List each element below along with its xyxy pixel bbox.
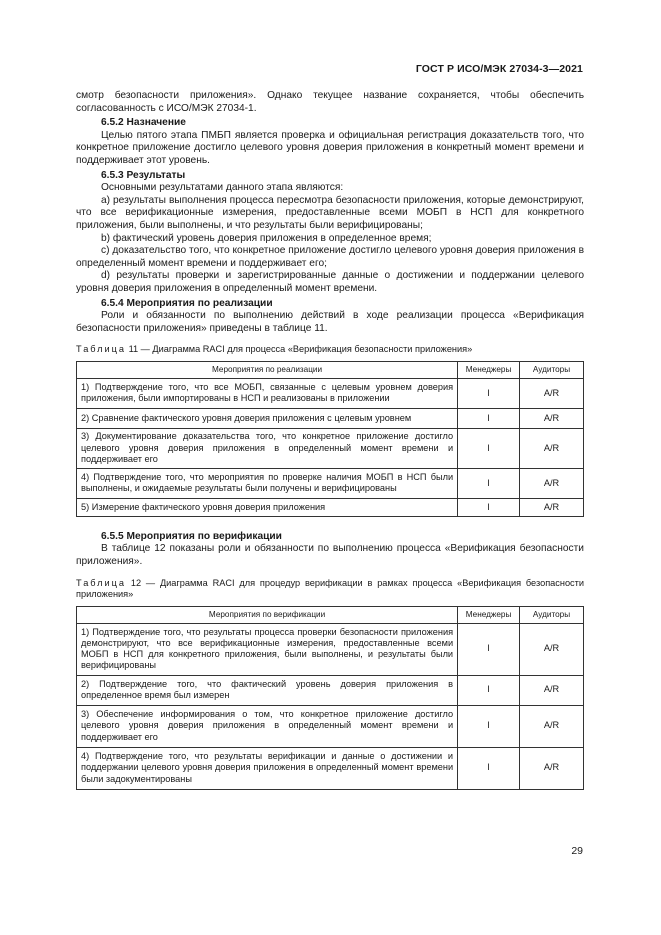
auditors-cell: A/R (520, 378, 584, 408)
managers-cell: I (458, 747, 520, 789)
table-header-row (77, 361, 584, 378)
table-row (77, 705, 584, 747)
paragraph: Целью пятого этапа ПМБП является проверка и официальная регистрация доказательств того, что конкретное приложение достигло целевого уровня доверия приложения в конкретный момент времени и поддерживает этот уровень. (76, 129, 584, 166)
list-item: с) доказательство того, что конкретное приложение достигло целевого уровня доверия приложения в определенный момент времени и поддерживает его; (76, 245, 584, 269)
managers-cell: I (458, 468, 520, 498)
column-header: Мероприятия по верификации (77, 606, 458, 623)
column-header: Менеджеры (458, 361, 520, 378)
section-heading-6-5-3: 6.5.3 Результаты (101, 169, 186, 181)
managers-cell: I (458, 428, 520, 468)
column-header: Мероприятия по реализации (77, 361, 458, 378)
table-row (77, 675, 584, 705)
table-row (77, 408, 584, 428)
auditors-cell: A/R (520, 675, 584, 705)
managers-cell: I (458, 623, 520, 675)
managers-cell: I (458, 705, 520, 747)
raci-table-12 (76, 606, 584, 790)
paragraph: Основными результатами данного этапа являются: (101, 182, 344, 194)
managers-cell: I (458, 378, 520, 408)
table-row (77, 498, 584, 516)
auditors-cell: A/R (520, 705, 584, 747)
caption-text: 11 — Диаграмма RACI для процесса «Верификация безопасности приложения» (128, 344, 473, 355)
activity-cell: 1) Подтверждение того, что все МОБП, связанные с целевым уровнем доверия приложения, были импортированы в НСП и реализованы в приложении (77, 378, 458, 408)
table-row (77, 623, 584, 675)
auditors-cell: A/R (520, 498, 584, 516)
column-header: Аудиторы (520, 606, 584, 623)
document-header: ГОСТ Р ИСО/МЭК 27034-3—2021 (415, 63, 583, 75)
table-row (77, 747, 584, 789)
managers-cell: I (458, 498, 520, 516)
section-heading-6-5-4: 6.5.4 Мероприятия по реализации (101, 297, 273, 309)
activity-cell: 2) Подтверждение того, что фактический уровень доверия приложения в определенное время был измерен (77, 675, 458, 705)
table-row (77, 428, 584, 468)
activity-cell: 4) Подтверждение того, что результаты верификации и данные о достижении и поддержании целевого уровня доверия приложения в определенный момент времени были задокументированы (77, 747, 458, 789)
column-header: Менеджеры (458, 606, 520, 623)
table-row (77, 378, 584, 408)
activity-cell: 3) Обеспечение информирования о том, что конкретное приложение достигло целевого уровня доверия приложения в определенный момент времени и поддерживает его (77, 705, 458, 747)
raci-table-11 (76, 361, 584, 517)
auditors-cell: A/R (520, 468, 584, 498)
auditors-cell: A/R (520, 408, 584, 428)
table-header-row (77, 606, 584, 623)
body-text (76, 90, 584, 790)
caption-label: Таблица (76, 577, 127, 588)
managers-cell: I (458, 675, 520, 705)
column-header: Аудиторы (520, 361, 584, 378)
activity-cell: 4) Подтверждение того, что мероприятия по проверке наличия МОБП в НСП были выполнены, и ожидаемые результаты были получены и верифицированы (77, 468, 458, 498)
section-heading-6-5-5: 6.5.5 Мероприятия по верификации (101, 530, 282, 542)
auditors-cell: A/R (520, 428, 584, 468)
paragraph: В таблице 12 показаны роли и обязанности по выполнению процесса «Верификация безопасности приложения». (76, 543, 584, 567)
page-number: 29 (571, 845, 583, 857)
table-caption (76, 578, 584, 601)
list-item: b) фактический уровень доверия приложения в определенное время; (101, 232, 432, 244)
caption-label: Таблица (76, 344, 127, 355)
caption-text: 12 — Диаграмма RACI для процедур верификации в рамках процесса «Верификация безопасности приложения» (76, 577, 584, 600)
activity-cell: 3) Документирование доказательства того, что конкретное приложение достигло целевого уровня доверия приложения в определенный момент времени и поддерживает его (77, 428, 458, 468)
auditors-cell: A/R (520, 623, 584, 675)
managers-cell: I (458, 408, 520, 428)
table-row (77, 468, 584, 498)
list-item: а) результаты выполнения процесса пересмотра безопасности приложения, которые демонстрируют, что все верификационные измерения, предоставленные всеми МОБП в НСП для конкретного приложения, были выполнены, и что результаты были верифицированы; (76, 194, 584, 231)
activity-cell: 2) Сравнение фактического уровня доверия приложения с целевым уровнем (77, 408, 458, 428)
table-caption (76, 344, 584, 356)
paragraph: Роли и обязанности по выполнению действий в ходе реализации процесса «Верификация безопасности приложения» приведены в таблице 11. (76, 310, 584, 334)
section-heading-6-5-2: 6.5.2 Назначение (101, 117, 186, 129)
paragraph: смотр безопасности приложения». Однако текущее название сохраняется, чтобы обеспечить согласованность с ИСО/МЭК 27034-1. (76, 90, 584, 114)
activity-cell: 5) Измерение фактического уровня доверия приложения (77, 498, 458, 516)
auditors-cell: A/R (520, 747, 584, 789)
activity-cell: 1) Подтверждение того, что результаты процесса проверки безопасности приложения демонстрируют, что все верификационные измерения, предоставленные всеми МОБП в НСП для конкретного приложения, были выполнены, и результаты были верифицированы (77, 623, 458, 675)
list-item: d) результаты проверки и зарегистрированные данные о достижении и поддержании целевого уровня доверия приложения в определенный момент времени. (76, 270, 584, 294)
